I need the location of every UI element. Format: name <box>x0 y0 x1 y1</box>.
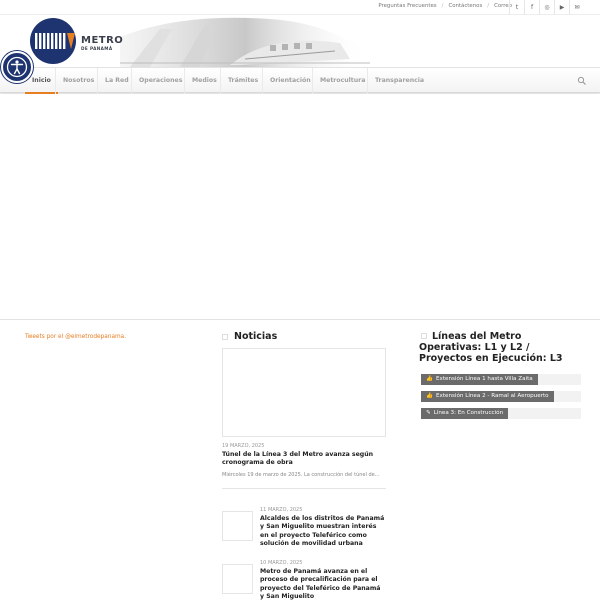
news-heading <box>222 331 386 342</box>
nav-transparencia[interactable]: Transparencia <box>367 68 431 94</box>
separator: / <box>441 3 444 9</box>
line-tag-label: Línea 3: En Construcción <box>433 410 504 416</box>
thumbs-up-icon: 👍 <box>426 376 433 382</box>
news-thumbnail[interactable] <box>222 511 253 541</box>
featured-news-item <box>222 443 386 489</box>
mail-link[interactable]: Correo <box>494 3 512 9</box>
news-list-item <box>222 507 386 555</box>
edit-icon: ✎ <box>426 410 431 416</box>
news-excerpt: Miércoles 19 de marzo de 2025. La construcción del túnel de... <box>222 471 380 478</box>
header-train-banner <box>120 15 370 67</box>
news-title: Noticias <box>234 331 278 342</box>
news-text <box>260 507 386 549</box>
contact-link[interactable]: Contáctenos <box>448 3 483 9</box>
brand-subtitle: DE PANAMÁ <box>81 46 113 51</box>
nav-medios[interactable]: Medios <box>184 68 224 94</box>
nav-tramites[interactable]: Trámites <box>220 68 265 94</box>
line-tag-button[interactable] <box>421 391 554 402</box>
mail-icon[interactable]: ✉ <box>569 0 584 15</box>
thumbs-up-icon: 👍 <box>426 393 433 399</box>
separator: / <box>487 3 490 9</box>
news-title-link[interactable]: Túnel de la Línea 3 del Metro avanza según cronograma de obra <box>222 451 374 467</box>
twitter-icon[interactable]: t <box>509 0 524 15</box>
line-tag-row <box>421 391 581 402</box>
nav-nosotros[interactable]: Nosotros <box>55 68 101 94</box>
news-title-link[interactable]: Metro de Panamá avanza en el proceso de precalificación para el proyecto del Teleférico de Panamá y San Miguelito <box>260 568 381 600</box>
nav-metrocultura[interactable]: Metrocultura <box>312 68 372 94</box>
line-tag-label: Extensión Línea 2 - Ramal al Aeropuerto <box>435 393 549 399</box>
site-header <box>0 15 600 67</box>
news-date: 19 MARZO, 2025 <box>222 443 265 449</box>
line-tag-button[interactable] <box>421 374 538 385</box>
accessibility-icon <box>6 56 28 78</box>
news-list-item <box>222 560 386 600</box>
news-title-link[interactable]: Alcaldes de los distritos de Panamá y San Miguelito muestran interés en el proyecto Teleférico como solución de movilidad urbana <box>260 515 385 548</box>
line-tag-row <box>421 408 581 419</box>
line-tag-button[interactable] <box>421 408 508 419</box>
metro-lines-section <box>419 331 581 416</box>
news-date: 11 MARZO, 2025 <box>260 507 303 513</box>
news-thumbnail[interactable] <box>222 564 253 594</box>
metro-logo[interactable] <box>30 18 76 64</box>
social-links <box>509 0 584 15</box>
faq-link[interactable]: Preguntas Frecuentes <box>378 3 437 9</box>
featured-news-image[interactable] <box>222 348 386 437</box>
nav-inicio[interactable]: Inicio <box>25 68 58 94</box>
line-tag-label: Extensión Línea 1 hasta Villa Zaita <box>435 376 533 382</box>
nav-la-red[interactable]: La Red <box>97 68 136 94</box>
nav-orientacion[interactable]: Orientación <box>262 68 318 94</box>
top-links <box>378 3 512 9</box>
brand-name: METRO <box>81 35 124 46</box>
line-tag-row <box>421 374 581 385</box>
accessibility-button[interactable] <box>1 51 33 83</box>
twitter-timeline-link[interactable]: Tweets por el @elmetrodepanama. <box>25 334 127 340</box>
metro-logo-mark <box>30 18 76 64</box>
top-utility-bar <box>0 0 600 15</box>
heading-marker-icon <box>421 333 427 339</box>
news-text <box>260 560 386 600</box>
news-date: 10 MARZO, 2025 <box>260 560 303 566</box>
heading-marker-icon <box>222 334 228 340</box>
lines-title: Líneas del Metro Operativas: L1 y L2 / Proyectos en Ejecución: L3 <box>419 331 563 364</box>
youtube-icon[interactable]: ▶ <box>554 0 569 15</box>
nav-operaciones[interactable]: Operaciones <box>131 68 189 94</box>
instagram-icon[interactable]: ◎ <box>539 0 554 15</box>
main-nav <box>0 67 600 93</box>
news-section <box>222 331 386 600</box>
lines-heading <box>419 331 581 364</box>
search-icon[interactable] <box>577 76 587 86</box>
facebook-icon[interactable]: f <box>524 0 539 15</box>
hero-slider-area <box>0 94 600 320</box>
